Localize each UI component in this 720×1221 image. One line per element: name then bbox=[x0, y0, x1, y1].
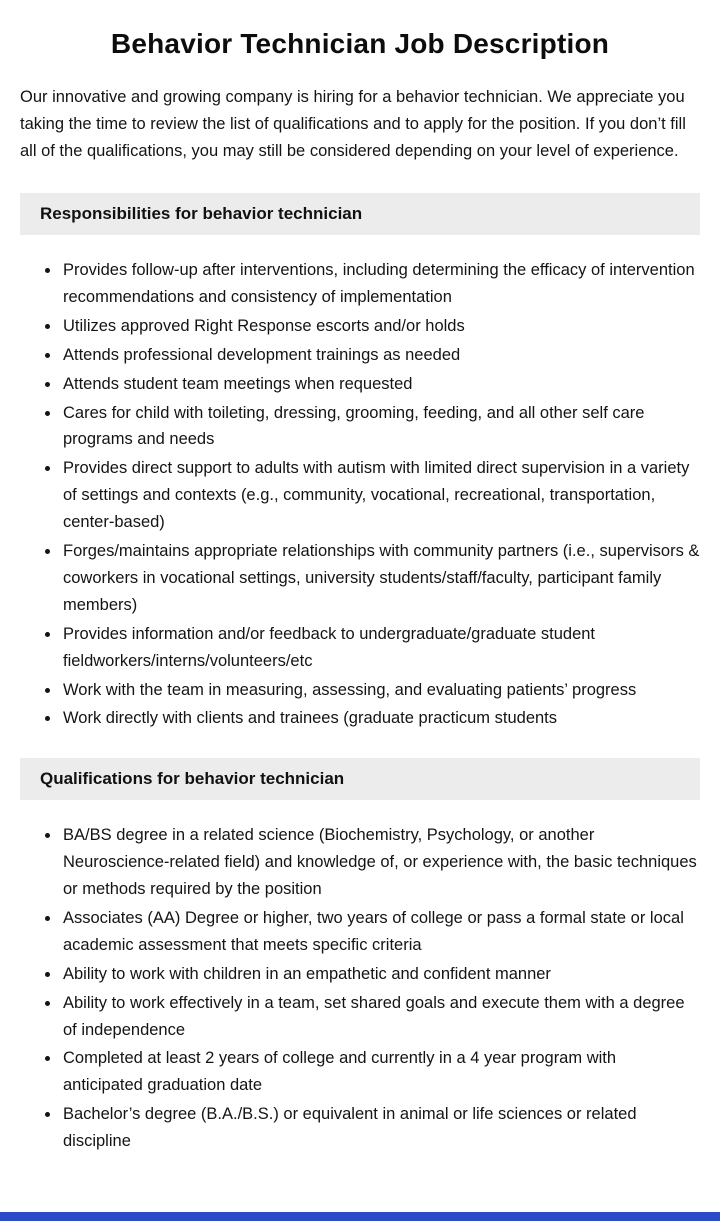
section-header-responsibilities: Responsibilities for behavior technician bbox=[20, 193, 700, 235]
section-qualifications bbox=[20, 758, 700, 1155]
section-header-qualifications: Qualifications for behavior technician bbox=[20, 758, 700, 800]
responsibilities-list bbox=[20, 257, 700, 732]
list-item: • BA/BS degree in a related science (Biochemistry, Psychology, or another Neuroscience-related field) and knowledge of, or experience with, the basic techniques or methods required by the position bbox=[61, 822, 700, 903]
list-item: • Forges/maintains appropriate relationships with community partners (i.e., supervisors & coworkers in vocational settings, university students/staff/faculty, participant family members) bbox=[61, 538, 700, 619]
intro-paragraph: Our innovative and growing company is hiring for a behavior technician. We appreciate you taking the time to review the list of qualifications and to apply for the position. If you don’t fill all of the qualifications, you may still be considered depending on your level of experience. bbox=[20, 88, 686, 161]
list-item: • Attends professional development trainings as needed bbox=[61, 342, 700, 369]
list-item: • Work with the team in measuring, assessing, and evaluating patients’ progress bbox=[61, 677, 700, 704]
list-item: • Attends student team meetings when requested bbox=[61, 371, 700, 398]
list-item: • Provides direct support to adults with autism with limited direct supervision in a variety of settings and contexts (e.g., community, vocational, recreational, transportation, center-based) bbox=[61, 455, 700, 536]
list-item: • Provides information and/or feedback to undergraduate/graduate student fieldworkers/interns/volunteers/etc bbox=[61, 621, 700, 675]
list-item: • Ability to work with children in an empathetic and confident manner bbox=[61, 961, 700, 988]
list-item: • Ability to work effectively in a team, set shared goals and execute them with a degree of independence bbox=[61, 990, 700, 1044]
qualifications-list bbox=[20, 822, 700, 1155]
page-title: Behavior Technician Job Description bbox=[110, 28, 610, 59]
footer-accent-bar bbox=[0, 1212, 720, 1221]
list-item: • Completed at least 2 years of college and currently in a 4 year program with anticipated graduation date bbox=[61, 1045, 700, 1099]
list-item: • Bachelor’s degree (B.A./B.S.) or equivalent in animal or life sciences or related discipline bbox=[61, 1101, 700, 1155]
list-item: • Work directly with clients and trainees (graduate practicum students bbox=[61, 705, 700, 732]
list-item: • Utilizes approved Right Response escorts and/or holds bbox=[61, 313, 700, 340]
list-item: • Associates (AA) Degree or higher, two years of college or pass a formal state or local academic assessment that meets specific criteria bbox=[61, 905, 700, 959]
section-responsibilities bbox=[20, 193, 700, 732]
list-item: • Cares for child with toileting, dressing, grooming, feeding, and all other self care programs and needs bbox=[61, 400, 700, 454]
list-item: • Provides follow-up after interventions, including determining the efficacy of intervention recommendations and consistency of implementation bbox=[61, 257, 700, 311]
